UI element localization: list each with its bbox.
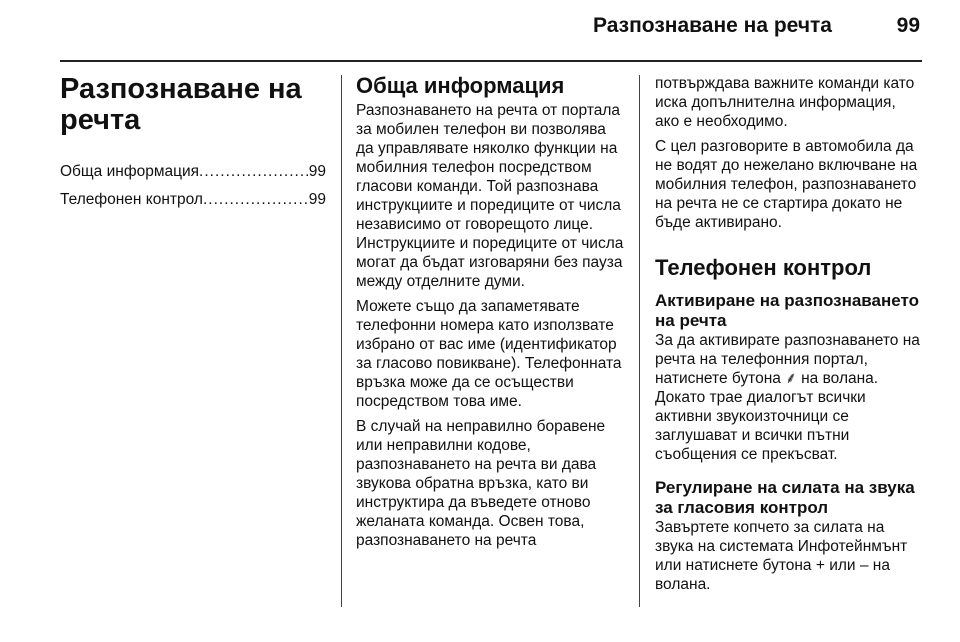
text-column-middle	[356, 74, 626, 556]
toc-entry[interactable]	[60, 190, 326, 210]
page-number: 99	[896, 14, 920, 37]
toc-entry-label: Обща информация	[60, 163, 200, 180]
paragraph: Завъртете копчето за силата на звука на системата Инфотейнмънт или натиснете бутона + или – на волана.	[655, 519, 908, 593]
subheading-volume: Регулиране на силата на звука за гласовия контрол	[655, 478, 915, 517]
table-of-contents	[60, 162, 326, 210]
header-divider	[60, 60, 922, 62]
paragraph: С цел разговорите в автомобила да не водят до нежелано включване на мобилния телефон, разпознаването на речта не се стартира докато не бъде активирано.	[655, 138, 918, 231]
paragraph: В случай на неправилно боравене или неправилни кодове, разпознаването на речта ви дава звукова обратна връзка, като ви инструктира да въведете отново желаната команда. Освен това, разпознаването на речта	[356, 418, 606, 549]
toc-entry-label: Телефонен контрол	[60, 191, 203, 208]
section-heading-phone-control: Телефонен контрол	[655, 255, 872, 280]
paragraph-continued: потвърждава важните команди като иска допълнителна информация, ако е необходимо.	[655, 75, 915, 130]
toc-entry-page: 99	[308, 191, 326, 208]
paragraph: Можете също да запаметявате телефонни номера като използвате избрано от вас име (идентификатор за гласово повикване). Телефонната връзка може да се осъществи посредством това име.	[356, 298, 622, 410]
paragraph: За да активирате разпознаването на речта на телефонния портал, натиснете бутона ⸙ на волана. Докато трае диалогът всички активни звукоизточници се заглушават и всички пътни съобщения се прекъсват.	[655, 332, 920, 463]
column-divider-1	[341, 75, 342, 607]
running-header-title: Разпознаване на речта	[593, 14, 832, 37]
toc-entry[interactable]	[60, 162, 326, 182]
chapter-column	[60, 74, 326, 218]
text-column-right	[655, 74, 923, 600]
column-divider-2	[639, 75, 640, 607]
paragraph: Разпознаването на речта от портала за мобилен телефон ви позволява да управлявате няколко функции на мобилния телефон посредством гласови команди. Той разпознава инструкциите и поредиците от числа независимо от говорещото лице. Инструкциите и поредиците от числа могат да бъдат изговаряни без пауза между отделните думи.	[356, 102, 624, 290]
subheading-activation: Активиране на разпознаването на речта	[655, 291, 919, 330]
chapter-title: Разпознаване на речта	[60, 73, 302, 136]
section-heading-general: Обща информация	[356, 73, 565, 98]
toc-leader-dots	[199, 162, 309, 182]
toc-leader-dots	[203, 190, 309, 210]
toc-entry-page: 99	[308, 163, 326, 180]
